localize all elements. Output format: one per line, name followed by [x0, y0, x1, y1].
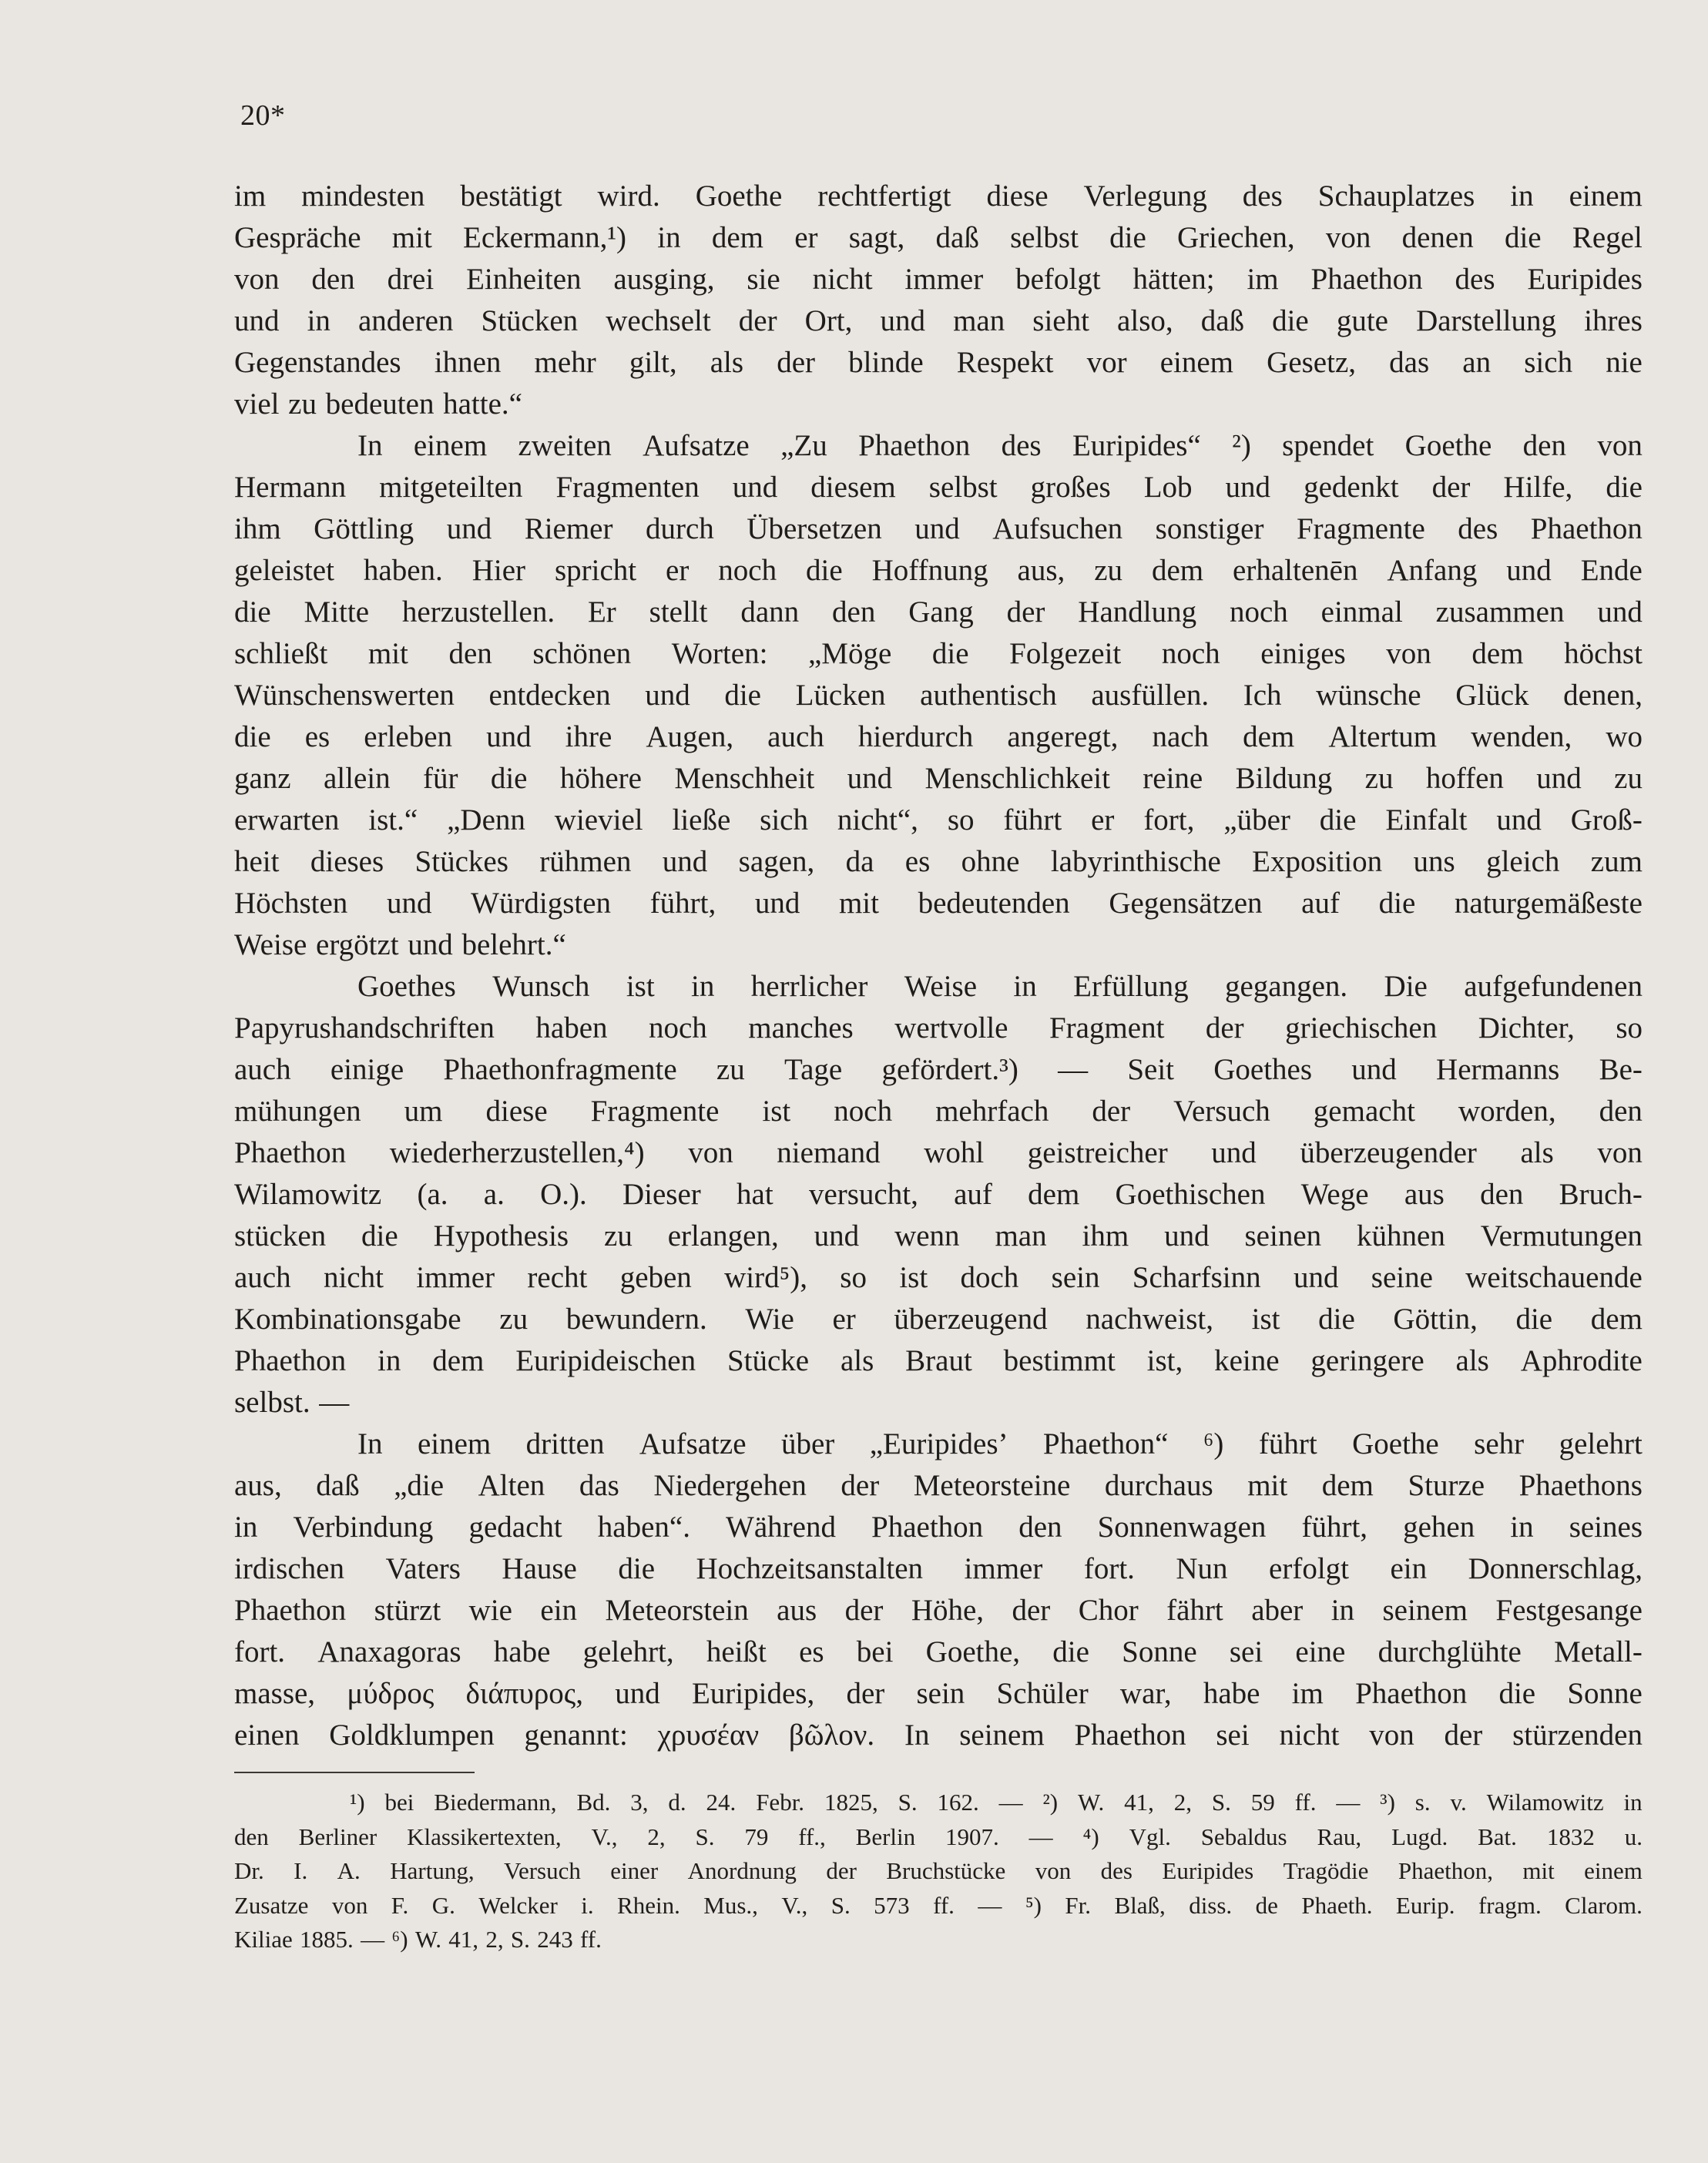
text-line: Hermann mitgeteilten Fragmenten und diesem selbst großes Lob und gedenkt der Hilfe, die: [234, 471, 1643, 504]
text-line: mühungen um diese Fragmente ist noch mehrfach der Versuch gemacht worden, den: [234, 1095, 1643, 1128]
text-line: ihm Göttling und Riemer durch Übersetzen und Aufsuchen sonstiger Fragmente des Phaethon: [234, 512, 1643, 545]
footnote-line: den Berliner Klassikertexten, V., 2, S. 79 ff., Berlin 1907. — ⁴) Vgl. Sebaldus Rau, Lugd. Bat. 1832 u.: [234, 1823, 1643, 1850]
text-line: heit dieses Stückes rühmen und sagen, da es ohne labyrinthische Exposition uns gleich zum: [234, 845, 1643, 878]
text-line: im mindesten bestätigt wird. Goethe rechtfertigt diese Verlegung des Schauplatzes in einem: [234, 179, 1643, 213]
page-number: 20*: [240, 99, 286, 132]
text-line: erwarten ist.“ „Denn wieviel ließe sich nicht“, so führt er fort, „über die Einfalt und Groß-: [234, 803, 1643, 837]
text-line: In einem dritten Aufsatze über „Euripides’ Phaethon“ ⁶) führt Goethe sehr gelehrt: [357, 1427, 1643, 1460]
footnote-line: Kiliae 1885. — ⁶) W. 41, 2, S. 243 ff.: [234, 1926, 602, 1953]
text-line: die es erleben und ihre Augen, auch hierdurch angeregt, nach dem Altertum wenden, wo: [234, 720, 1643, 753]
text-line: In einem zweiten Aufsatze „Zu Phaethon des Euripides“ ²) spendet Goethe den von: [357, 429, 1643, 462]
footnote-divider: [234, 1772, 475, 1773]
text-line: Gegenstandes ihnen mehr gilt, als der blinde Respekt vor einem Gesetz, das an sich nie: [234, 346, 1643, 379]
text-line: einen Goldklumpen genannt: χρυσέαν βῶλον. In seinem Phaethon sei nicht von der stürzenden: [234, 1719, 1643, 1752]
text-line: die Mitte herzustellen. Er stellt dann den Gang der Handlung noch einmal zusammen und: [234, 595, 1643, 629]
text-line: Wünschenswerten entdecken und die Lücken authentisch ausfüllen. Ich wünsche Glück denen,: [234, 679, 1643, 712]
text-line: viel zu bedeuten hatte.“: [234, 387, 522, 421]
text-line: aus, daß „die Alten das Niedergehen der Meteorsteine durchaus mit dem Sturze Phaethons: [234, 1469, 1643, 1502]
text-line: Wilamowitz (a. a. O.). Dieser hat versucht, auf dem Goethischen Wege aus den Bruch-: [234, 1178, 1643, 1211]
text-line: irdischen Vaters Hause die Hochzeitsanstalten immer fort. Nun erfolgt ein Donnerschlag,: [234, 1552, 1643, 1585]
text-line: fort. Anaxagoras habe gelehrt, heißt es bei Goethe, die Sonne sei eine durchglühte Metall-: [234, 1635, 1643, 1668]
text-line: Gespräche mit Eckermann,¹) in dem er sagt, daß selbst die Griechen, von denen die Regel: [234, 221, 1643, 254]
body-text: [234, 176, 1643, 1756]
text-line: ganz allein für die höhere Menschheit und Menschlichkeit reine Bildung zu hoffen und zu: [234, 762, 1643, 795]
text-line: schließt mit den schönen Worten: „Möge die Folgezeit noch einiges von dem höchst: [234, 637, 1643, 670]
text-line: von den drei Einheiten ausging, sie nicht immer befolgt hätten; im Phaethon des Euripides: [234, 263, 1643, 296]
text-line: und in anderen Stücken wechselt der Ort, und man sieht also, daß die gute Darstellung ihres: [234, 304, 1643, 337]
text-line: Weise ergötzt und belehrt.“: [234, 928, 566, 961]
text-line: Goethes Wunsch ist in herrlicher Weise in Erfüllung gegangen. Die aufgefundenen: [357, 970, 1643, 1003]
text-line: stücken die Hypothesis zu erlangen, und wenn man ihm und seinen kühnen Vermutungen: [234, 1219, 1643, 1253]
text-line: in Verbindung gedacht haben“. Während Phaethon den Sonnenwagen führt, gehen in seines: [234, 1511, 1643, 1544]
footnote-line: Zusatze von F. G. Welcker i. Rhein. Mus., V., S. 573 ff. — ⁵) Fr. Blaß, diss. de Phaeth. Eurip. fragm. Clarom.: [234, 1891, 1643, 1919]
text-line: Phaethon wiederherzustellen,⁴) von niemand wohl geistreicher und überzeugender als von: [234, 1136, 1643, 1169]
footnote-line: Dr. I. A. Hartung, Versuch einer Anordnung der Bruchstücke von des Euripides Tragödie Phaethon, mit einem: [234, 1857, 1643, 1884]
text-line: Papyrushandschriften haben noch manches wertvolle Fragment der griechischen Dichter, so: [234, 1011, 1643, 1045]
text-line: Höchsten und Würdigsten führt, und mit bedeutenden Gegensätzen auf die naturgemäßeste: [234, 887, 1643, 920]
text-line: auch nicht immer recht geben wird⁵), so ist doch sein Scharfsinn und seine weitschauende: [234, 1261, 1643, 1294]
text-line: auch einige Phaethonfragmente zu Tage gefördert.³) — Seit Goethes und Hermanns Be-: [234, 1053, 1643, 1086]
text-line: masse, μύδρος διάπυρος, und Euripides, der sein Schüler war, habe im Phaethon die Sonne: [234, 1677, 1643, 1710]
footnote-line: ¹) bei Biedermann, Bd. 3, d. 24. Febr. 1825, S. 162. — ²) W. 41, 2, S. 59 ff. — ³) s. v. Wilamowitz in: [350, 1789, 1643, 1816]
text-line: Phaethon stürzt wie ein Meteorstein aus der Höhe, der Chor fährt aber in seinem Festgesange: [234, 1594, 1643, 1627]
text-line: Phaethon in dem Euripideischen Stücke als Braut bestimmt ist, keine geringere als Aphrodite: [234, 1344, 1643, 1377]
text-line: selbst. —: [234, 1386, 350, 1419]
footnotes: [234, 1786, 1643, 1957]
text-line: geleistet haben. Hier spricht er noch die Hoffnung aus, zu dem erhaltenēn Anfang und Ende: [234, 554, 1643, 587]
text-line: Kombinationsgabe zu bewundern. Wie er überzeugend nachweist, ist die Göttin, die dem: [234, 1303, 1643, 1336]
